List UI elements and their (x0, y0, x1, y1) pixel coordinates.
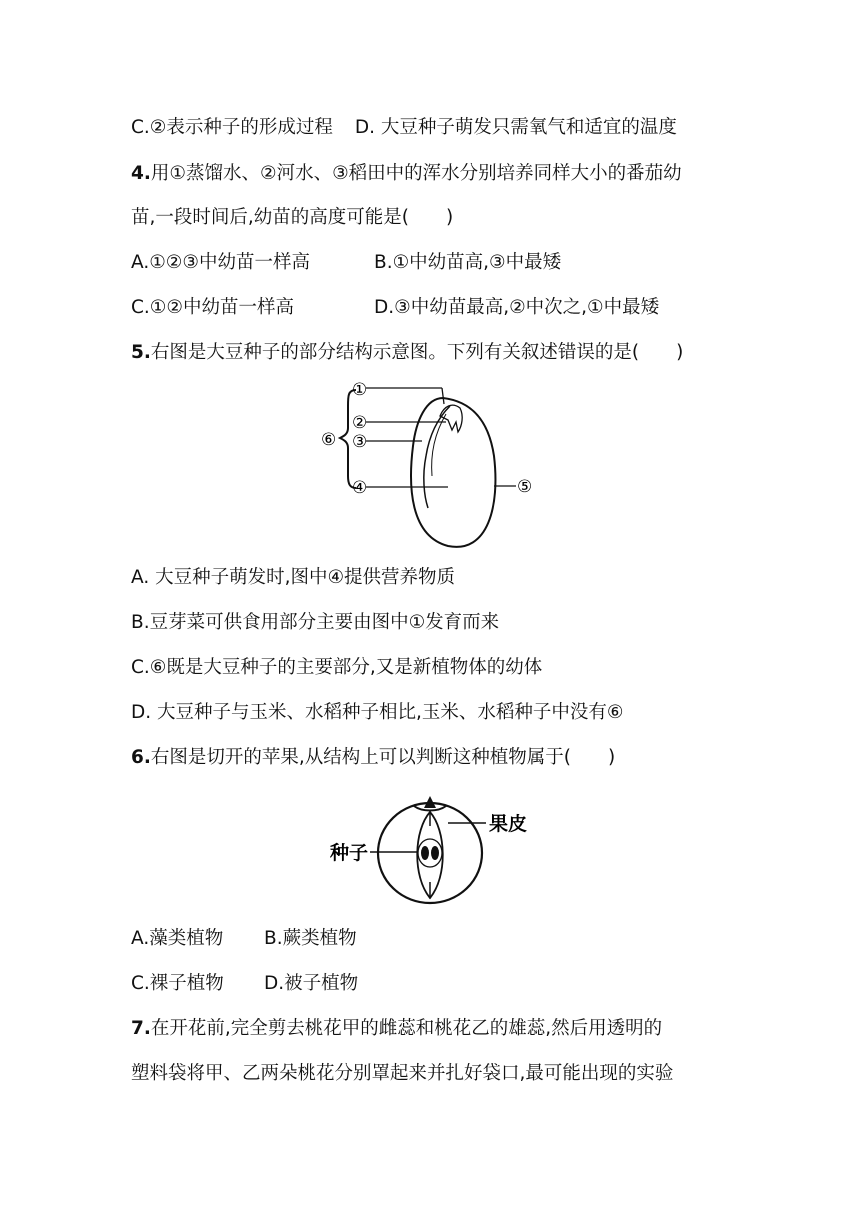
embryo-axis (424, 406, 450, 508)
q5-stem (131, 341, 683, 365)
q4-stem-line1 (131, 162, 682, 186)
q6-number: 6. (131, 747, 151, 768)
seed-left (421, 846, 429, 860)
q7-number: 7. (131, 1018, 151, 1039)
label-seed: 种子 (330, 842, 369, 864)
q3-option-d: D. 大豆种子萌发只需氧气和适宜的温度 (354, 117, 677, 138)
q4-option-c: C.①②中幼苗一样高 (131, 297, 294, 318)
q5-stem-text: 右图是大豆种子的部分结构示意图。下列有关叙述错误的是( ) (150, 342, 684, 363)
q7-stem-line2: 塑料袋将甲、乙两朵桃花分别罩起来并扎好袋口,最可能出现的实验 (131, 1063, 674, 1084)
q5-option-d: D. 大豆种子与玉米、水稻种子相比,玉米、水稻种子中没有⑥ (131, 702, 624, 723)
q7-stem-line1 (131, 1017, 662, 1041)
q5-option-b: B.豆芽菜可供食用部分主要由图中①发育而来 (131, 612, 500, 633)
q4-stem-line2: 苗,一段时间后,幼苗的高度可能是( ) (131, 207, 454, 228)
q4-options-row-1 (131, 251, 561, 275)
q4-stem-text-1: 用①蒸馏水、②河水、③稻田中的浑水分别培养同样大小的番茄幼 (150, 163, 682, 184)
q7-stem-text-1: 在开花前,完全剪去桃花甲的雌蕊和桃花乙的雄蕊,然后用透明的 (150, 1018, 663, 1039)
q4-option-d: D.③中幼苗最高,②中次之,①中最矮 (374, 297, 660, 318)
q6-option-a: A.藻类植物 (131, 928, 224, 949)
label-4: ④ (352, 478, 368, 498)
q6-option-d: D.被子植物 (264, 973, 359, 994)
label-5: ⑤ (517, 477, 533, 497)
label-6: ⑥ (321, 430, 337, 450)
q6-stem-text: 右图是切开的苹果,从结构上可以判断这种植物属于( ) (150, 747, 616, 768)
q5-option-a: A. 大豆种子萌发时,图中④提供营养物质 (131, 567, 456, 588)
seed-right (431, 846, 439, 860)
label-peel: 果皮 (489, 813, 528, 835)
q6-options-row-1 (131, 927, 357, 951)
q4-options-row-2 (131, 296, 659, 320)
label-1: ① (352, 380, 368, 400)
q4-option-b: B.①中幼苗高,③中最矮 (374, 252, 562, 273)
q6-option-b: B.蕨类植物 (264, 928, 357, 949)
q3-options-row (131, 116, 677, 140)
q4-number: 4. (131, 163, 151, 184)
soybean-seed-diagram (318, 376, 548, 554)
q6-stem (131, 746, 615, 770)
q5-option-c: C.⑥既是大豆种子的主要部分,又是新植物体的幼体 (131, 657, 543, 678)
q6-option-c: C.裸子植物 (131, 973, 224, 994)
q4-option-a: A.①②③中幼苗一样高 (131, 252, 310, 273)
label-3: ③ (352, 432, 368, 452)
q3-option-c: C.②表示种子的形成过程 (131, 117, 333, 138)
apple-cross-section-diagram (326, 790, 536, 908)
q6-options-row-2 (131, 972, 358, 996)
label-2: ② (352, 413, 368, 433)
q5-number: 5. (131, 342, 151, 363)
